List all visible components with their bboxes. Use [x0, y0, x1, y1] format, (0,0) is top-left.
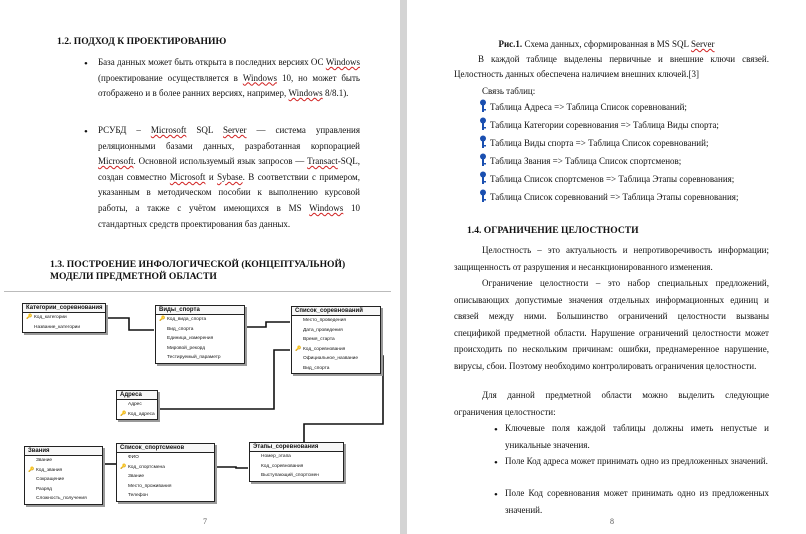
table-field: Дата_проведения	[303, 327, 343, 333]
table-field: 🔑 Код_спортсмена	[117, 463, 214, 473]
key-icon	[479, 189, 487, 203]
key-icon	[479, 153, 487, 167]
integrity-paragraph: Целостность – это актуальность и непротиворечивость информации; защищенность от разрушения и несанкционированного изменения.	[454, 245, 769, 272]
key-icon: 🔑	[120, 410, 127, 417]
bullet-dot: •	[84, 126, 88, 138]
key-icon: 🔑	[28, 466, 35, 473]
table-title: Этапы_соревнования	[250, 443, 343, 452]
table-field: 🔑 Код_соревнования	[292, 345, 380, 355]
bullet-dot: •	[494, 424, 498, 436]
table-field: Тестируемый_параметр	[167, 355, 221, 360]
table-field: ФИО	[128, 455, 139, 460]
key-icon: 🔑	[159, 316, 166, 322]
relation-item: Таблица Категории соревнования => Таблица Виды спорта;	[479, 116, 719, 134]
table-etapy-sorevnovaniya[interactable]	[249, 442, 344, 482]
bullet-dot: •	[494, 457, 498, 469]
page-number: 8	[610, 517, 614, 526]
section-1-3-title-line1: 1.3. ПОСТРОЕНИЕ ИНФОЛОГИЧЕСКОЙ (КОНЦЕПТУАЛЬНОЙ)	[50, 259, 346, 270]
table-adresa[interactable]	[116, 390, 158, 420]
section-1-2-title: 1.2. ПОДХОД К ПРОЕКТИРОВАНИЮ	[57, 36, 227, 47]
table-zvaniya[interactable]	[24, 446, 103, 505]
table-field: Звание	[36, 458, 53, 463]
relation-line-categories-sports	[105, 318, 154, 330]
bullet-database-os: База данных может быть открыта в последних версиях ОС Windows (проектирование осуществляется в Windows 10, но может быть отображено и в более ранних версиях, например, Windows 8/8.1).	[98, 57, 360, 99]
table-title: Категории_соревнования	[23, 304, 105, 313]
table-title: Звания	[25, 447, 102, 456]
table-field: Звание	[128, 474, 145, 479]
table-field: Телефон	[128, 493, 148, 498]
key-icon	[479, 117, 487, 131]
domain-paragraph: Для данной предметной области можно выделить следующие ограничения целостности:	[454, 390, 769, 417]
table-spisok-sorevnovaniy[interactable]	[291, 306, 381, 374]
relation-item: Таблица Виды спорта => Таблица Список соревнований;	[479, 134, 708, 152]
table-title: Адреса	[117, 391, 157, 400]
key-icon: 🔑	[120, 463, 127, 470]
relation-item: Таблица Адреса => Таблица Список соревнований;	[479, 98, 687, 116]
table-field: Код_соревнования	[261, 463, 304, 469]
relation-line-athletes-stages	[214, 467, 248, 468]
table-field: Вид_спорта	[303, 365, 330, 371]
links-label: Связь таблиц:	[482, 86, 536, 96]
table-field: 🔑 Код_категории	[23, 313, 105, 323]
table-field: 🔑 Код_звания	[25, 466, 102, 476]
table-title: Список_спортсменов	[117, 444, 214, 453]
key-icon	[479, 135, 487, 149]
table-field: Сокращение	[36, 477, 65, 482]
table-field: Адрес	[128, 402, 142, 407]
constraints-paragraph: Ограничение целостности – это набор специальных предложений, описывающих допустимые значения отдельных информационных единиц и связей между ними. Большинство ограничений целостности вызваны спецификой предметной области. Нарушение ограничений целостности может происходить по нескольким причинам: ошибки, преднамеренное нарушение, вирусы, сбои. Поэтому необходимо контролировать ограничения целостности.	[454, 278, 769, 371]
key-icon	[479, 171, 487, 185]
section-1-4-title: 1.4. ОГРАНИЧЕНИЕ ЦЕЛОСТНОСТИ	[467, 225, 639, 236]
table-field: 🔑 Код_адреса	[117, 410, 157, 420]
figure-caption: Рис.1. Схема данных, сформированная в MS SQL Server	[498, 39, 715, 49]
page-7	[0, 0, 400, 534]
table-vidy-sporta[interactable]	[155, 305, 245, 364]
table-field: Место_проведения	[303, 318, 346, 323]
table-kategorii-sorevnovaniya[interactable]	[22, 303, 106, 333]
bullet-dot: •	[84, 58, 88, 70]
database-schema-diagram	[4, 291, 391, 508]
table-field: Время_старта	[303, 337, 335, 342]
section-1-3-title-line2: МОДЕЛИ ПРЕДМЕТНОЙ ОБЛАСТИ	[50, 271, 217, 282]
table-field: Единица_измерения	[167, 336, 214, 341]
bullet-rdbms: РСУБД – Microsoft SQL Server — система управления реляционными базами данных, разработанная корпорацией Microsoft. Основной используемый язык запросов — Transact-SQL, создан совместно Microsoft и Sybase. В соответствии с примером, указанным в методическом пособии к выполнению курсовой работы, а также с учётом имеющихся в MS Windows 10 стандартных средств проектирования баз данных.	[98, 125, 361, 229]
table-field: Номер_этапа	[261, 454, 291, 459]
page-number: 7	[203, 517, 207, 526]
table-field: Название_категории	[34, 324, 81, 330]
table-spisok-sportsmenov[interactable]	[116, 443, 215, 502]
relation-item: Таблица Звания => Таблица Список спортсменов;	[479, 152, 681, 170]
constraint-item: Поле Код соревнования может принимать одно из предложенных значений.	[505, 488, 769, 515]
keys-paragraph: В каждой таблице выделены первичные и внешние ключи связей. Целостность данных обеспечена наличием внешних ключей.[3]	[454, 54, 769, 79]
page-8	[407, 0, 806, 534]
key-icon: 🔑	[295, 345, 302, 352]
table-field: Выступающий_спортсмен	[261, 473, 319, 478]
table-field: Сложность_получения	[36, 496, 87, 501]
table-title: Виды_спорта	[156, 306, 244, 315]
table-field: Мировой_рекорд	[167, 345, 206, 351]
table-field: Вид_спорта	[167, 326, 194, 332]
key-icon	[479, 99, 487, 113]
table-title: Список_соревнований	[292, 307, 380, 316]
constraint-item: Ключевые поля каждой таблицы должны иметь непустые и уникальные значения.	[505, 423, 769, 450]
table-field: Место_проживания	[128, 483, 172, 489]
bullet-dot: •	[494, 489, 498, 501]
table-field: 🔑 Код_вида_спорта	[156, 315, 244, 325]
table-field: Разряд	[36, 486, 52, 492]
relation-item: Таблица Список соревнований => Таблица Этапы соревнования;	[479, 188, 738, 206]
relation-line-sports-competitions	[244, 322, 290, 327]
table-field: Официальное_название	[303, 356, 359, 361]
relation-item: Таблица Список спортсменов => Таблица Этапы соревнования;	[479, 170, 734, 188]
key-icon: 🔑	[26, 314, 33, 320]
constraint-item: Поле Код адреса может принимать одно из предложенных значений.	[505, 456, 768, 466]
